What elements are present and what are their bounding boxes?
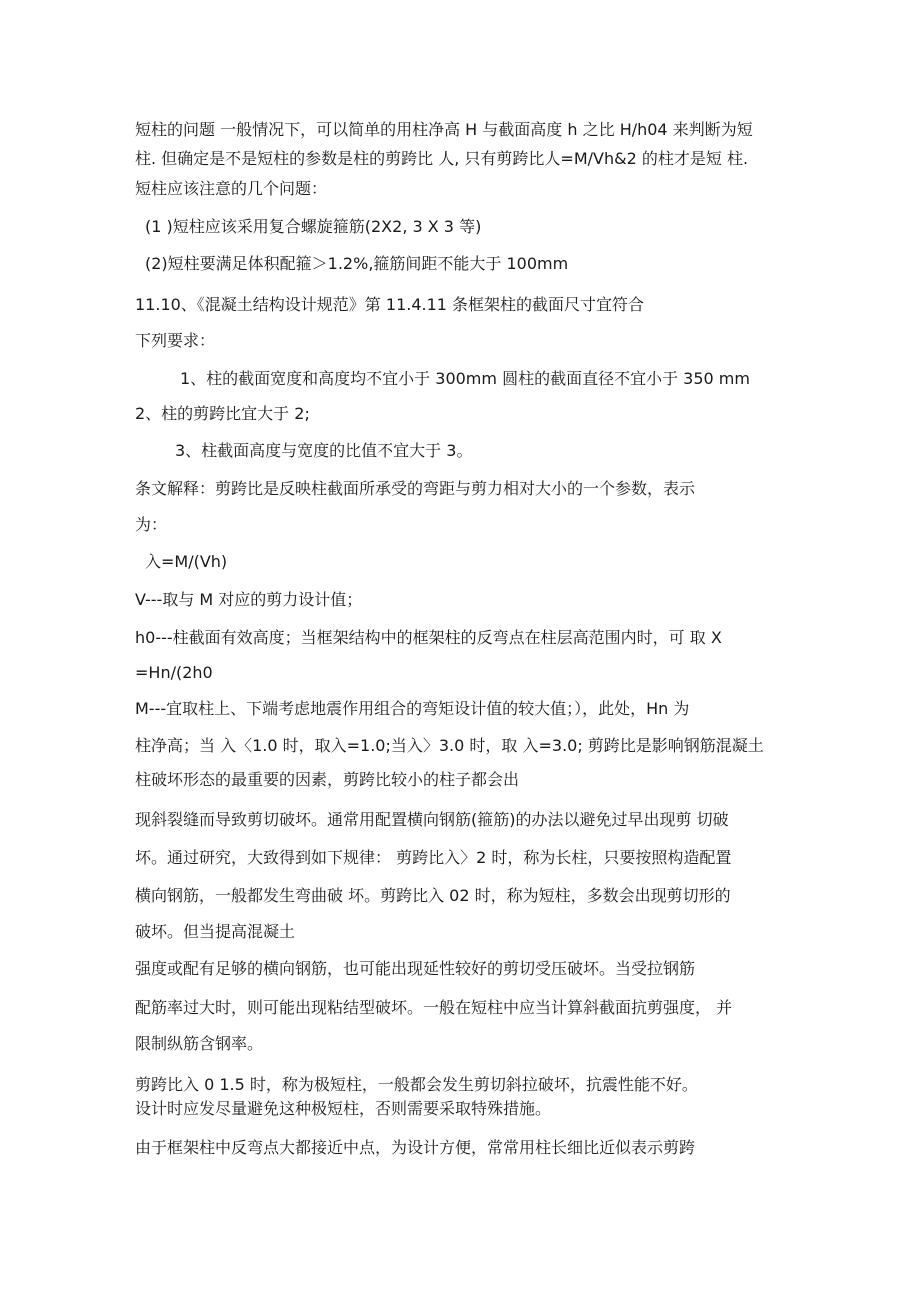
text-line: 下列要求： <box>135 331 216 350</box>
list-item: 3、柱截面高度与宽度的比值不宜大于 3。 <box>175 441 473 460</box>
text-line: 柱. 但确定是不是短柱的参数是柱的剪跨比 人, 只有剪跨比人=M/Vh&2 的柱才是短 柱. <box>135 149 749 168</box>
list-item: 2、柱的剪跨比宜大于 2; <box>135 404 310 423</box>
text-line: 横向钢筋，一般都发生弯曲破 坏。剪跨比入 02 时，称为短柱，多数会出现剪切形的 <box>135 886 731 905</box>
text-line: h0---柱截面有效高度；当框架结构中的框架柱的反弯点在柱层高范围内时，可 取 X <box>135 628 722 647</box>
text-line: 短柱的问题 一般情况下，可以简单的用柱净高 H 与截面高度 h 之比 H/h04 来判断为短 <box>135 120 753 139</box>
list-item: (2)短柱要满足体积配箍＞1.2%,箍筋间距不能大于 100mm <box>145 254 569 273</box>
text-line: 剪跨比入 0 1.5 时，称为极短柱，一般都会发生剪切斜拉破坏，抗震性能不好。 <box>135 1075 698 1094</box>
text-line: 设计时应发尽量避免这种极短柱，否则需要采取特殊措施。 <box>135 1099 552 1118</box>
text-line: 破坏。但当提高混凝土 <box>135 922 296 941</box>
text-line: M---宜取柱上、下端考虑地震作用组合的弯矩设计值的较大值；），此处，Hn 为 <box>135 699 690 718</box>
text-line: 为： <box>135 515 168 534</box>
formula: 入=M/(Vh) <box>145 552 228 571</box>
text-line: V---取与 M 对应的剪力设计值； <box>135 590 363 609</box>
text-line: 柱破坏形态的最重要的因素，剪跨比较小的柱子都会出 <box>135 770 520 789</box>
text-line: 短柱应该注意的几个问题： <box>135 179 328 198</box>
list-item: 1、柱的截面宽度和高度均不宜小于 300mm 圆柱的截面直径不宜小于 350 mm <box>180 369 750 388</box>
text-line: 由于框架柱中反弯点大都接近中点，为设计方便，常常用柱长细比近似表示剪跨 <box>135 1138 696 1157</box>
section-heading: 11.10、《混凝土结构设计规范》第 11.4.11 条框架柱的截面尺寸宜符合 <box>135 295 645 314</box>
text-line: 配筋率过大时，则可能出现粘结型破坏。一般在短柱中应当计算斜截面抗剪强度， 并 <box>135 998 733 1017</box>
text-line: 强度或配有足够的横向钢筋，也可能出现延性较好的剪切受压破坏。当受拉钢筋 <box>135 959 696 978</box>
text-line: =Hn/(2h0 <box>135 663 213 682</box>
list-item: (1 )短柱应该采用复合螺旋箍筋(2X2, 3 X 3 等) <box>145 217 482 236</box>
text-line: 限制纵筋含钢率。 <box>135 1034 264 1053</box>
text-line: 坏。通过研究，大致得到如下规律： 剪跨比入〉2 时，称为长柱，只要按照构造配置 <box>135 848 732 867</box>
text-line: 现斜裂缝而导致剪切破坏。通常用配置横向钢筋(箍筋)的办法以避免过早出现剪 切破 <box>135 810 729 829</box>
text-line: 条文解释：剪跨比是反映柱截面所承受的弯距与剪力相对大小的一个参数，表示 <box>135 479 696 498</box>
text-line: 柱净高；当 入〈1.0 时，取入=1.0;当入〉3.0 时，取 入=3.0; 剪跨比是影响钢筋混凝土 <box>135 736 764 755</box>
